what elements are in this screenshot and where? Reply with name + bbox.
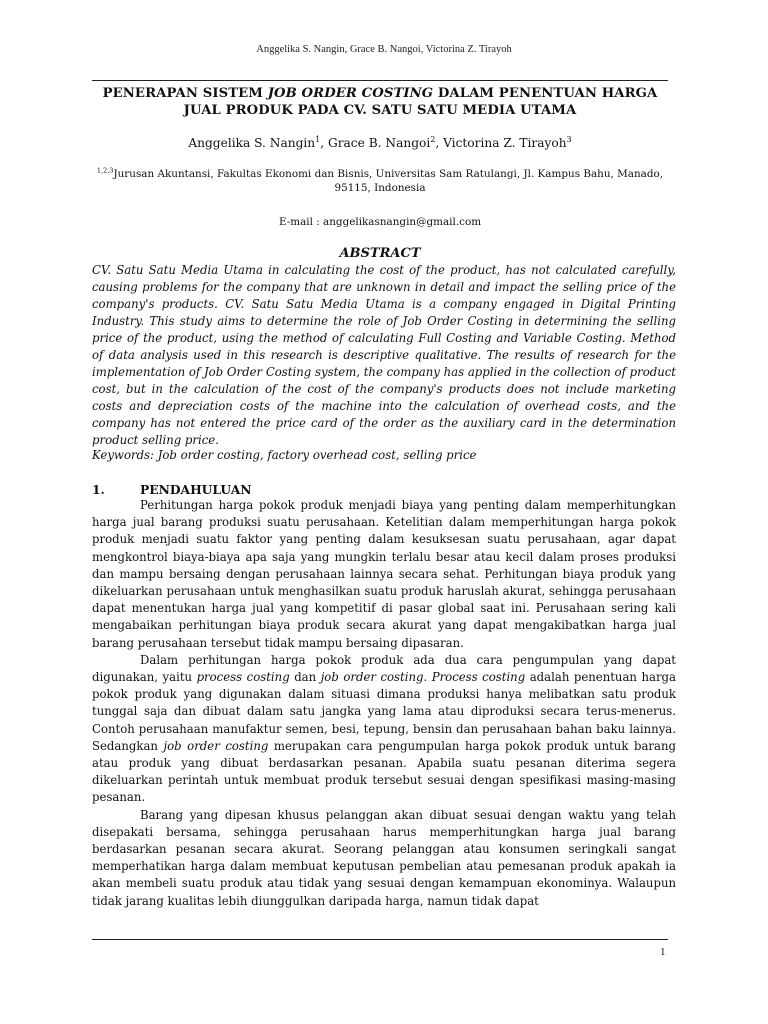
text-run: Dalam perhitungan harga pokok produk ada dua cara pengumpulan yang dapat digunakan, yaitu (92, 652, 676, 685)
running-head: Anggelika S. Nangin, Grace B. Nangoi, Victorina Z. Tirayoh (256, 44, 512, 55)
author-name: Anggelika S. Nangin (188, 136, 316, 150)
section-title: PENDAHULUAN (140, 482, 252, 497)
author-name: Victorina Z. Tirayoh (443, 136, 567, 150)
abstract-text: CV. Satu Satu Media Utama in calculating the cost of the product, has not calculated carefully, causing problems for the company that are unknown in detail and impact the selling price of the company's products. CV. Satu Satu Media Utama is a company engaged in Digital Printing Industry. This study aims to determine the role of Job Order Costing in determining the selling price of the product, using the method of calculating Full Costing and Variable Costing. Method of data analysis used in this research is descriptive qualitative. The results of research for the implementation of Job Order Costing system, the company has applied in the collection of product cost, but in the calculation of the cost of the company's products does not include marketing costs and depreciation costs of the machine into the calculation of overhead costs, and the company has not entered the price card of the order as the auxiliary card in the determination product selling price. (92, 263, 676, 447)
text-run: . (423, 670, 432, 685)
italic-term: job order costing (163, 738, 269, 753)
contact-email: E-mail : anggelikasnangin@gmail.com (278, 216, 482, 228)
author-affil-mark: 1 (315, 134, 321, 144)
section-heading (92, 481, 392, 498)
affiliation (92, 167, 668, 195)
keywords: Keywords: Job order costing, factory overhead cost, selling price (92, 448, 477, 462)
author-list: Anggelika S. Nangin$^1$, Grace B. Nangoi$^2$, Victorina Z. Tirayoh$^3$ (188, 134, 572, 150)
paper-title (92, 85, 668, 119)
affiliation-marks: 1,2,3 (96, 166, 114, 175)
paragraph (92, 652, 676, 807)
header-rule (92, 80, 668, 81)
italic-term: Process costing (431, 670, 526, 685)
text-run: merupakan cara pengumpulan harga pokok produk untuk barang atau produk yang dibuat berdasarkan pesanan. Apabila suatu pesanan diterima segera dikeluarkan perintah untuk membuat produk tersebut sesuai dengan spesifikasi masing-masing pesanan. (92, 738, 676, 805)
italic-term: job order costing (320, 670, 424, 685)
abstract-heading: ABSTRACT (339, 246, 421, 261)
author-name: Grace B. Nangoi (327, 136, 431, 150)
body-text (92, 497, 676, 910)
page-number: 1 (660, 946, 666, 958)
title-part-3: DALAM PENENTUAN HARGA (433, 86, 658, 101)
title-italic-term: JOB ORDER COSTING (267, 86, 434, 101)
paragraph: Perhitungan harga pokok produk menjadi biaya yang penting dalam memperhitungkan harga jual barang produksi suatu perusahaan. Ketelitian dalam memperhitungan harga pokok produk menjadi suatu faktor yang penting dalam kesuksesan suatu perusahaan, agar dapat mengkontrol biaya-biaya apa saja yang mungkin terlalu besar atau kecil dalam proses produksi dan mampu bersaing dengan perusahaan lainnya secara sehat. Perhitungan biaya produk yang dikeluarkan perusahaan untuk menghasilkan suatu produk haruslah akurat, sehingga perusahaan dapat menentukan harga jual yang kompetitif di pasar global saat ini. Perusahaan sering kali mengabaikan perhitungan biaya produk secara akurat yang dapat mengakibatkan harga jual barang perusahaan tersebut tidak mampu bersaing dipasaran. (92, 498, 676, 650)
text-run: adalah penentuan harga pokok produk yang digunakan dalam situasi dimana produksi hanya melibatkan satu produk tunggal saja dan dibuat dalam satu jangka yang lama atau diproduksi secara terus-menerus. Contoh perusahaan manufaktur semen, besi, tepung, bensin dan perusahaan bahan baku lainnya. Sedangkan (92, 670, 676, 753)
author-affil-mark: 2 (430, 134, 436, 144)
section-number: 1. (92, 482, 105, 497)
paragraph: Barang yang dipesan khusus pelanggan akan dibuat sesuai dengan waktu yang telah disepakati bersama, sehingga perusahaan harus memperhitungkan harga jual barang berdasarkan pesanan secara akurat. Seorang pelanggan atau konsumen seringkali sangat memperhatikan harga dalam membuat keputusan pembelian atau pemesanan produk apakah ia akan membeli suatu produk atau tidak yang sesuai dengan kemampuan ekonominya. Walaupun tidak jarang kualitas lebih diunggulkan daripada harga, namun tidak dapat (92, 807, 676, 908)
footer-rule (92, 939, 668, 940)
title-part-1: PENERAPAN SISTEM (102, 86, 268, 101)
affiliation-text: Jurusan Akuntansi, Fakultas Ekonomi dan Bisnis, Universitas Sam Ratulangi, Jl. Kampus Bahu, Manado, 95115, Indonesia (113, 168, 664, 194)
title-line-2: JUAL PRODUK PADA CV. SATU SATU MEDIA UTAMA (183, 103, 577, 118)
author-affil-mark: 3 (566, 134, 572, 144)
italic-term: process costing (196, 670, 290, 685)
text-run: dan (289, 670, 321, 685)
